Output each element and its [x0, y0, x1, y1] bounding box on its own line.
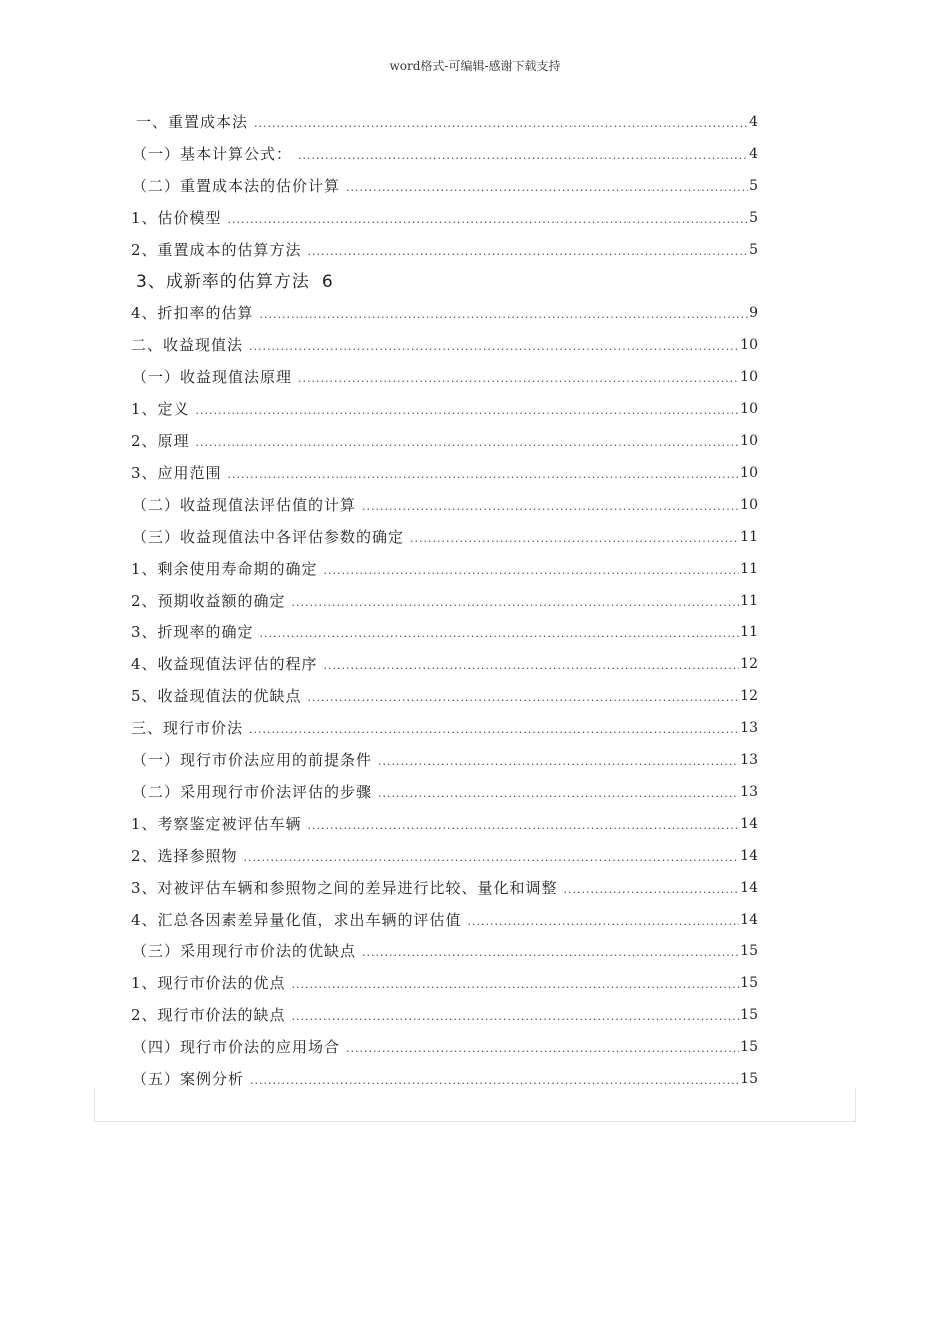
toc-entry-label: 4、收益现值法评估的程序 — [131, 655, 318, 674]
toc-leader-dots — [346, 1036, 739, 1062]
toc-entry-page-number: 11 — [740, 592, 758, 609]
toc-entry[interactable] — [136, 267, 360, 297]
toc-entry[interactable] — [131, 1000, 758, 1030]
toc-entry-label: 3、折现率的确定 — [131, 623, 254, 642]
toc-entry[interactable] — [131, 617, 758, 647]
toc-entry-page-number: 12 — [740, 688, 758, 705]
toc-leader-dots — [196, 398, 740, 424]
toc-entry-page-number: 14 — [740, 879, 758, 896]
toc-entry[interactable] — [132, 171, 758, 201]
toc-entry[interactable] — [131, 235, 758, 265]
toc-entry-page-number: 14 — [740, 911, 758, 928]
toc-entry[interactable] — [131, 394, 758, 424]
toc-entry[interactable] — [131, 873, 758, 903]
toc-leader-dots — [254, 111, 748, 137]
toc-entry[interactable] — [132, 522, 758, 552]
toc-entry-page-number: 10 — [740, 496, 758, 513]
toc-entry[interactable] — [131, 554, 758, 584]
toc-entry-label: 2、原理 — [131, 432, 190, 450]
toc-leader-dots — [249, 334, 739, 360]
toc-entry-label: （一）收益现值法原理 — [132, 368, 293, 387]
toc-entry-label: 1、定义 — [131, 400, 190, 419]
toc-entry-page-number: 12 — [740, 656, 758, 673]
toc-entry-label: 4、汇总各因素差异量化值，求出车辆的评估值 — [131, 910, 462, 929]
toc-leader-dots — [378, 781, 739, 807]
toc-entry-label: 三、现行市价法 — [131, 719, 244, 738]
toc-leader-dots — [564, 877, 740, 903]
toc-entry-page-number: 5 — [749, 241, 758, 258]
toc-entry-page-number: 15 — [740, 943, 758, 960]
toc-entry-page-number: 15 — [740, 975, 758, 992]
toc-entry[interactable] — [131, 905, 758, 935]
toc-leader-dots — [228, 462, 740, 488]
toc-entry-label: 1、现行市价法的优点 — [131, 974, 286, 993]
toc-entry[interactable] — [131, 713, 758, 743]
toc-leader-dots — [260, 621, 740, 647]
toc-entry-label: 二、收益现值法 — [131, 336, 244, 355]
toc-leader-dots — [346, 175, 748, 201]
toc-leader-dots — [249, 717, 739, 743]
toc-entry-page-number: 10 — [740, 337, 758, 354]
toc-entry-label: 2、重置成本的估算方法 — [131, 240, 302, 259]
toc-entry-page-number: 6 — [321, 271, 333, 292]
toc-leader-dots — [308, 813, 740, 839]
toc-entry[interactable] — [131, 203, 758, 233]
toc-leader-dots — [244, 845, 740, 871]
toc-entry-page-number: 14 — [740, 847, 758, 864]
toc-leader-dots — [298, 366, 739, 392]
toc-leader-dots — [308, 685, 740, 711]
toc-leader-dots — [298, 143, 748, 169]
toc-entry[interactable] — [131, 426, 758, 456]
toc-entry-page-number: 13 — [740, 752, 758, 768]
toc-entry-label: （五）案例分析 — [132, 1070, 245, 1088]
toc-entry[interactable] — [132, 139, 758, 169]
page-header: word格式-可编辑-感谢下载支持 — [389, 59, 561, 73]
toc-entry-label: （一）现行市价法应用的前提条件 — [132, 751, 373, 769]
toc-entry-page-number: 10 — [740, 464, 758, 481]
toc-entry-label: （一）基本计算公式： — [132, 144, 293, 163]
toc-entry-label: 1、考察鉴定被评估车辆 — [131, 814, 302, 833]
toc-entry-page-number: 4 — [749, 145, 758, 162]
toc-leader-dots — [292, 972, 740, 998]
toc-entry-page-number: 15 — [740, 1071, 758, 1087]
toc-entry[interactable] — [136, 107, 758, 137]
toc-entry-page-number: 11 — [740, 528, 758, 545]
toc-entry-label: 一、重置成本法 — [136, 113, 249, 131]
toc-entry[interactable] — [131, 586, 758, 616]
toc-entry-page-number: 10 — [740, 369, 758, 386]
toc-entry[interactable] — [132, 777, 758, 807]
toc-entry-label: （二）收益现值法评估值的计算 — [132, 495, 357, 514]
page-frame-border — [94, 1088, 856, 1122]
toc-leader-dots — [324, 558, 740, 584]
toc-entry-page-number: 5 — [749, 177, 758, 194]
toc-entry-label: （二）重置成本法的估价计算 — [132, 176, 341, 195]
toc-entry[interactable] — [132, 1032, 758, 1062]
toc-leader-dots — [308, 239, 749, 265]
toc-entry[interactable] — [131, 458, 758, 488]
toc-entry-label: （三）收益现值法中各评估参数的确定 — [132, 527, 405, 546]
toc-leader-dots — [292, 590, 740, 616]
toc-entry[interactable] — [131, 681, 758, 711]
toc-entry-label: 3、成新率的估算方法 — [136, 271, 310, 292]
toc-entry-page-number: 13 — [740, 783, 758, 800]
toc-entry[interactable] — [132, 362, 758, 392]
toc-entry-page-number: 10 — [740, 433, 758, 449]
toc-leader-dots — [362, 940, 739, 966]
toc-entry-label: （四）现行市价法的应用场合 — [132, 1038, 341, 1057]
toc-entry-label: 2、现行市价法的缺点 — [131, 1006, 286, 1025]
toc-entry-label: （三）采用现行市价法的优缺点 — [132, 942, 357, 961]
toc-leader-dots — [378, 749, 739, 775]
toc-entry-label: 4、折扣率的估算 — [131, 304, 254, 323]
toc-entry[interactable] — [132, 745, 758, 775]
toc-entry-page-number: 11 — [740, 560, 758, 577]
toc-entry-page-number: 14 — [740, 815, 758, 832]
toc-leader-dots — [228, 207, 749, 233]
toc-entry-page-number: 5 — [749, 209, 758, 226]
toc-entry[interactable] — [131, 649, 758, 679]
toc-entry-label: 5、收益现值法的优缺点 — [131, 687, 302, 706]
toc-leader-dots — [260, 302, 749, 328]
toc-entry[interactable] — [131, 968, 758, 998]
toc-entry-label: 2、选择参照物 — [131, 846, 238, 865]
toc-entry-label: 3、对被评估车辆和参照物之间的差异进行比较、量化和调整 — [131, 878, 558, 897]
toc-entry[interactable] — [131, 809, 758, 839]
toc-entry[interactable] — [132, 936, 758, 966]
toc-leader-dots — [410, 526, 739, 552]
toc-entry-label: （二）采用现行市价法评估的步骤 — [132, 782, 373, 801]
toc-entry-label: 3、应用范围 — [131, 463, 222, 482]
toc-entry[interactable] — [131, 841, 758, 871]
toc-leader-dots — [292, 1004, 740, 1030]
toc-entry-page-number: 10 — [740, 401, 758, 418]
toc-entry-label: 1、估价模型 — [131, 208, 222, 227]
toc-entry[interactable] — [132, 490, 758, 520]
toc-entry-label: 1、剩余使用寿命期的确定 — [131, 559, 318, 578]
toc-entry-page-number: 13 — [740, 720, 758, 737]
toc-entry[interactable] — [131, 298, 758, 328]
toc-leader-dots — [468, 909, 740, 935]
toc-leader-dots — [362, 494, 739, 520]
toc-entry-page-number: 9 — [749, 305, 758, 322]
toc-entry-page-number: 15 — [740, 1007, 758, 1024]
toc-entry-page-number: 11 — [740, 624, 758, 641]
toc-entry-page-number: 4 — [749, 114, 758, 130]
toc-entry-page-number: 15 — [740, 1039, 758, 1056]
toc-entry-label: 2、预期收益额的确定 — [131, 591, 286, 610]
toc-leader-dots — [324, 653, 740, 679]
toc-leader-dots — [196, 430, 740, 456]
toc-entry[interactable] — [131, 330, 758, 360]
